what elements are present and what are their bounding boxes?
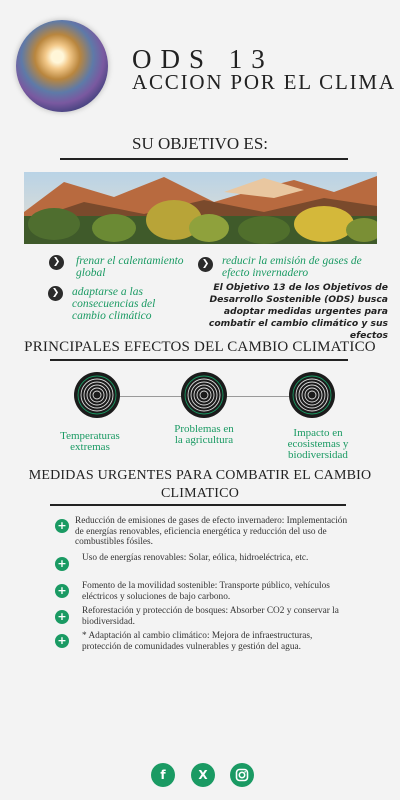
facebook-icon[interactable]: f [151, 763, 175, 787]
x-icon[interactable]: X [191, 763, 215, 787]
objetivo-heading: SU OBJETIVO ES: [131, 134, 268, 153]
tree-rings-icon [289, 372, 335, 418]
plus-icon: + [55, 519, 69, 533]
objetivo-description: El Objetivo 13 de los Objetivos de Desarrollo Sostenible (ODS) busca adoptar medidas urgentes para combatir el cambio climático y sus efectos [208, 282, 388, 341]
plus-icon: + [55, 557, 69, 571]
medida-item-1: Reducción de emisiones de gases de efecto invernadero: Implementación de energías renovables, eficiencia energética y reducción del uso de combustibles fósiles. [75, 516, 348, 547]
efecto-label-1: Temperaturas extremas [60, 430, 120, 453]
objetivo-item-3: adaptarse a las consecuencias del cambio climático [72, 286, 156, 322]
divider [60, 158, 348, 160]
plus-icon: + [55, 634, 69, 648]
ods-number: ODS 13 [132, 44, 274, 74]
efectos-heading: PRINCIPALES EFECTOS DEL CAMBIO CLIMATICO [24, 339, 376, 355]
medida-item-3: Fomento de la movilidad sostenible: Transporte público, vehículos eléctricos y soluciones de bajo carbono. [82, 581, 330, 602]
medidas-heading: MEDIDAS URGENTES PARA COMBATIR EL CAMBIO CLIMATICO [28, 468, 372, 501]
page-title: ACCION POR EL CLIMA [132, 70, 396, 94]
tree-rings-icon [181, 372, 227, 418]
efecto-label-2: Problemas en la agricultura [174, 423, 234, 446]
chevron-right-icon: ❯ [198, 257, 213, 272]
medida-item-2: Uso de energías renovables: Solar, eólica, hidroeléctrica, etc. [82, 553, 309, 563]
medida-item-5: * Adaptación al cambio climático: Mejora de infraestructuras, protección de comunidades vulnerables y gestión del agua. [82, 631, 313, 652]
chevron-right-icon: ❯ [48, 286, 63, 301]
instagram-icon[interactable] [230, 763, 254, 787]
divider [50, 504, 346, 506]
divider [50, 359, 348, 361]
medida-item-4: Reforestación y protección de bosques: Absorber CO2 y conservar la biodiversidad. [82, 606, 339, 627]
efecto-label-3: Impacto en ecosistemas y biodiversidad [287, 427, 349, 461]
tree-rings-icon [74, 372, 120, 418]
earth-globe-image [16, 20, 108, 112]
plus-icon: + [55, 610, 69, 624]
plus-icon: + [55, 584, 69, 598]
objetivo-item-2: reducir la emisión de gases de efecto invernadero [222, 255, 362, 279]
chevron-right-icon: ❯ [49, 255, 64, 270]
objetivo-item-1: frenar el calentamiento global [76, 255, 184, 279]
landscape-banner-image [24, 172, 377, 244]
